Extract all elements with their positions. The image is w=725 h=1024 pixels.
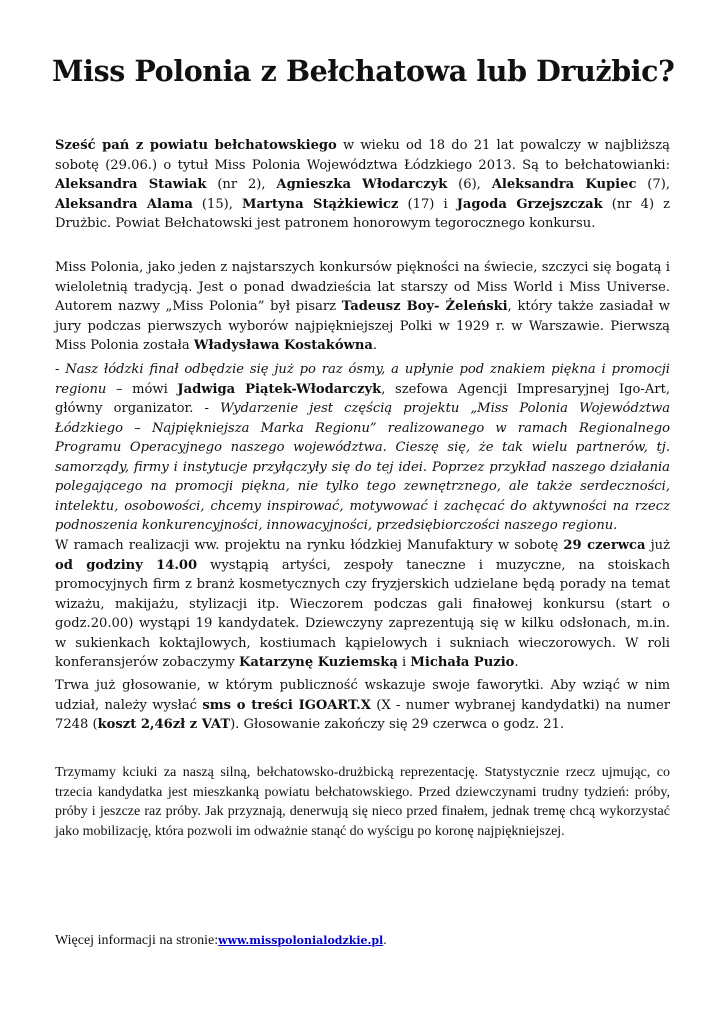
website-link[interactable]: www.misspolonialodzkie.pl — [218, 934, 384, 947]
paragraph-event: W ramach realizacji ww. projektu na rynku łódzkiej Manufaktury w sobotę 29 czerwca już od godziny 14.00 wystąpią artyści, zespoły taneczne i muzyczne, na stoiskach promocyjnych firm z branż kosmetycznych czy fryzjerskich udzielane będą porady na temat wizażu, makijażu, stylizacji itp. Wieczorem podczas gali finałowej konkursu (start o godz.20.00) wystąpi 19 kandydatek. Dziewczyny zaprezentują się w kilku odsłonach, m.in. w sukienkach koktajlowych, kostiumach kąpielowych i sukniach wieczorowych. W roli konferansjerów zobaczymy Katarzynę Kuziemską i Michała Puzio. — [55, 538, 671, 670]
paragraph-closing: Trzymamy kciuki za naszą silną, bełchatowsko-drużbicką reprezentację. Statystycznie rzecz ujmując, co trzecia kandydatka jest mieszkanką powiatu bełchatowskiego. Przed dziewczynami trudny tydzień: próby, próby i jeszcze raz próby. Jak przyznają, denerwują się nieco przed finałem, jednak tremę chcą wykorzystać jako mobilizację, która pozwoli im odważnie stanąć do wyścigu po koronę najpiękniejszej. — [55, 765, 670, 839]
article-title: Miss Polonia z Bełchatowa lub Drużbic? — [52, 54, 675, 88]
paragraph-candidates: Sześć pań z powiatu bełchatowskiego w wieku od 18 do 21 lat powalczy w najbliższą sobotę (29.06.) o tytuł Miss Polonia Województwa Łódzkiego 2013. Są to bełchatowianki: Aleksandra Stawiak (nr 2), Agnieszka Włodarczyk (6), Aleksandra Kupiec (7), Aleksandra Alama (15), Martyna Stążkiewicz (17) i Jagoda Grzejszczak (nr 4) z Drużbic. Powiat Bełchatowski jest patronem honorowym tegorocznego konkursu. — [55, 138, 671, 231]
paragraph-history: Miss Polonia, jako jeden z najstarszych konkursów piękności na świecie, szczyci się bogatą i wieloletnią tradycją. Jest o ponad dwadzieścia lat starszy od Miss World i Miss Universe. Autorem nazwy „Miss Polonia” był pisarz Tadeusz Boy- Żeleński, który także zasiadał w jury podczas pierwszych wyborów najpiękniejszej Polki w 1929 r. w Warszawie. Pierwszą Miss Polonia została Władysława Kostakówna. — [55, 260, 670, 353]
paragraph-quote: - Nasz łódzki finał odbędzie się już po raz ósmy, a upłynie pod znakiem piękna i promocji regionu – mówi Jadwiga Piątek-Włodarczyk, szefowa Agencji Impresaryjnej Igo-Art, główny organizator. - Wydarzenie jest częścią projektu „Miss Polonia Województwa Łódzkiego – Najpiękniejsza Marka Regionu” realizowanego w ramach Regionalnego Programu Operacyjnego naszego województwa. Cieszę się, że tak wielu partnerów, tj. samorządy, firmy i instytucje przyłączyły się do tej idei. Poprzez przykład naszego działania polegającego na promocji piękna, nie tylko tego zewnętrznego, ale także serdeczności, intelektu, osobowości, chcemy inspirować, motywować i zachęcać do aktywności na rzecz podnoszenia konkurencyjności, innowacyjności, przedsiębiorczości naszego regionu. — [55, 362, 670, 533]
paragraph-voting: Trwa już głosowanie, w którym publiczność wskazuje swoje faworytki. Aby wziąć w nim udział, należy wysłać sms o treści IGOART.X (X - numer wybranej kandydatki) na numer 7248 (koszt 2,46zł z VAT). Głosowanie zakończy się 29 czerwca o godz. 21. — [55, 678, 670, 732]
more-info-line: Więcej informacji na stronie:www.misspolonialodzkie.pl. — [55, 933, 387, 948]
